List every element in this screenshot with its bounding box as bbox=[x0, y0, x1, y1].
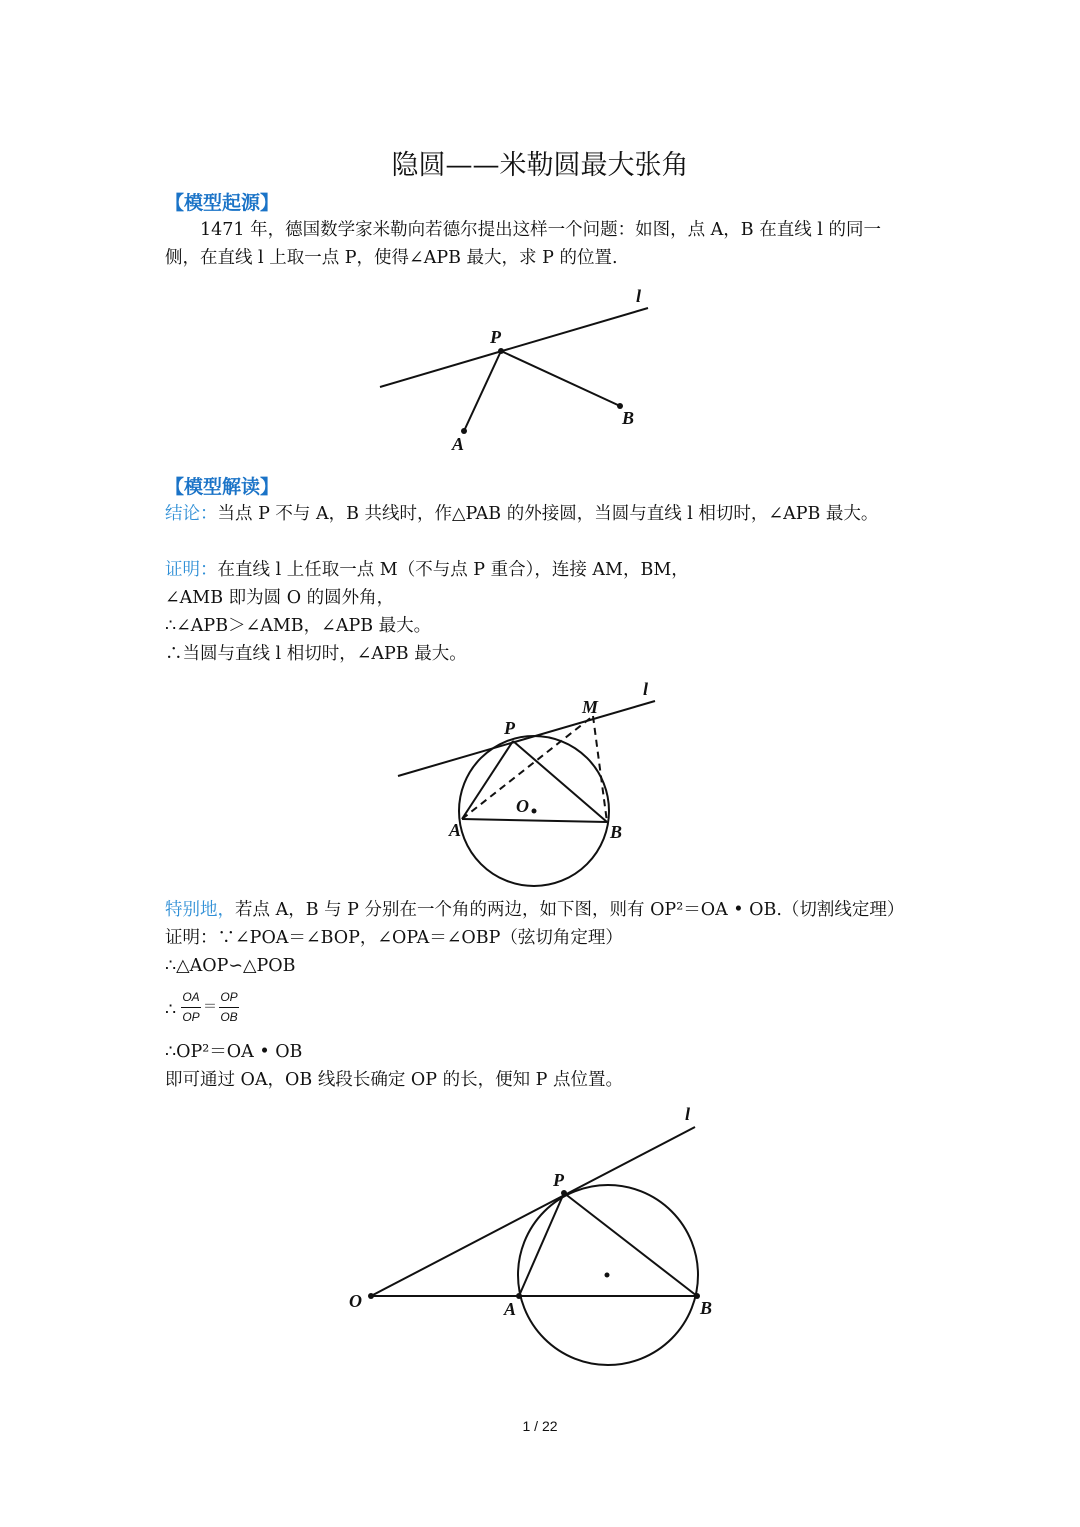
page-number: 1 / 22 bbox=[522, 1418, 558, 1434]
proof-label: 证明： bbox=[165, 560, 218, 580]
conclusion-label: 结论： bbox=[165, 504, 218, 524]
origin-line-2: 侧，在直线 l 上取一点 P，使得∠APB 最大，求 P 的位置. bbox=[165, 248, 618, 268]
section-heading-origin: 【模型起源】 bbox=[165, 192, 280, 214]
special-text: 若点 A，B 与 P 分别在一个角的两边，如下图，则有 OP²＝OA • OB.（切割线定理） bbox=[235, 900, 905, 920]
fig2-label-a: A bbox=[449, 820, 462, 840]
fig3-label-b: B bbox=[700, 1298, 713, 1318]
fig2-label-p: P bbox=[504, 718, 515, 738]
figure-1 bbox=[360, 285, 680, 460]
fig1-label-b: B bbox=[622, 408, 635, 428]
fig2-label-l: l bbox=[643, 679, 649, 699]
fig3-label-o: O bbox=[349, 1291, 362, 1311]
fig3-label-a: A bbox=[504, 1299, 517, 1319]
conclusion-line bbox=[165, 502, 878, 526]
special-proof-3: ∴OP²＝OA • OB bbox=[165, 1042, 303, 1062]
fig1-label-p: P bbox=[490, 327, 501, 347]
fig1-label-a: A bbox=[452, 434, 465, 454]
origin-line-1: 1471 年，德国数学家米勒向若德尔提出这样一个问题：如图，点 A，B 在直线 l 的同一 bbox=[200, 220, 881, 240]
fraction-1-denominator: OP bbox=[182, 1010, 200, 1024]
fig2-label-m: M bbox=[582, 697, 599, 717]
proof-line-4: ∴当圆与直线 l 相切时，∠APB 最大。 bbox=[165, 644, 467, 664]
fraction-1-numerator: OA bbox=[182, 990, 200, 1004]
fraction-2-numerator: OP bbox=[220, 990, 238, 1004]
fraction-2-denominator: OB bbox=[220, 1010, 238, 1024]
proof-line-2: ∠AMB 即为圆 O 的圆外角， bbox=[165, 588, 395, 608]
fig3-label-p: P bbox=[553, 1170, 564, 1190]
proof-line-3: ∴∠APB＞∠AMB，∠APB 最大。 bbox=[165, 616, 432, 636]
figure-2 bbox=[385, 675, 675, 890]
fig2-label-o: O bbox=[516, 796, 529, 816]
special-proof-2: ∴△AOP∽△POB bbox=[165, 956, 296, 976]
fig2-label-b: B bbox=[610, 822, 623, 842]
conclusion-text: 当点 P 不与 A，B 共线时，作△PAB 的外接圆，当圆与直线 l 相切时，∠APB 最大。 bbox=[217, 504, 879, 524]
page-title: 隐圆——米勒圆最大张角 bbox=[391, 150, 689, 181]
special-line bbox=[165, 898, 904, 922]
special-proof-4: 即可通过 OA，OB 线段长确定 OP 的长，便知 P 点位置。 bbox=[165, 1070, 623, 1090]
fraction-prefix: ∴ bbox=[165, 1000, 177, 1020]
fraction-equals: ＝ bbox=[203, 998, 217, 1014]
figure-3 bbox=[340, 1095, 730, 1370]
special-proof-1: 证明：∵∠POA＝∠BOP，∠OPA＝∠OBP（弦切角定理） bbox=[165, 928, 623, 948]
section-heading-reading: 【模型解读】 bbox=[165, 476, 280, 498]
proof-line-1 bbox=[165, 558, 689, 582]
special-label: 特别地， bbox=[165, 900, 235, 920]
fig3-label-l: l bbox=[685, 1104, 691, 1124]
proof-text-1: 在直线 l 上任取一点 M（不与点 P 重合），连接 AM，BM， bbox=[217, 560, 689, 580]
fig1-label-l: l bbox=[636, 286, 642, 306]
